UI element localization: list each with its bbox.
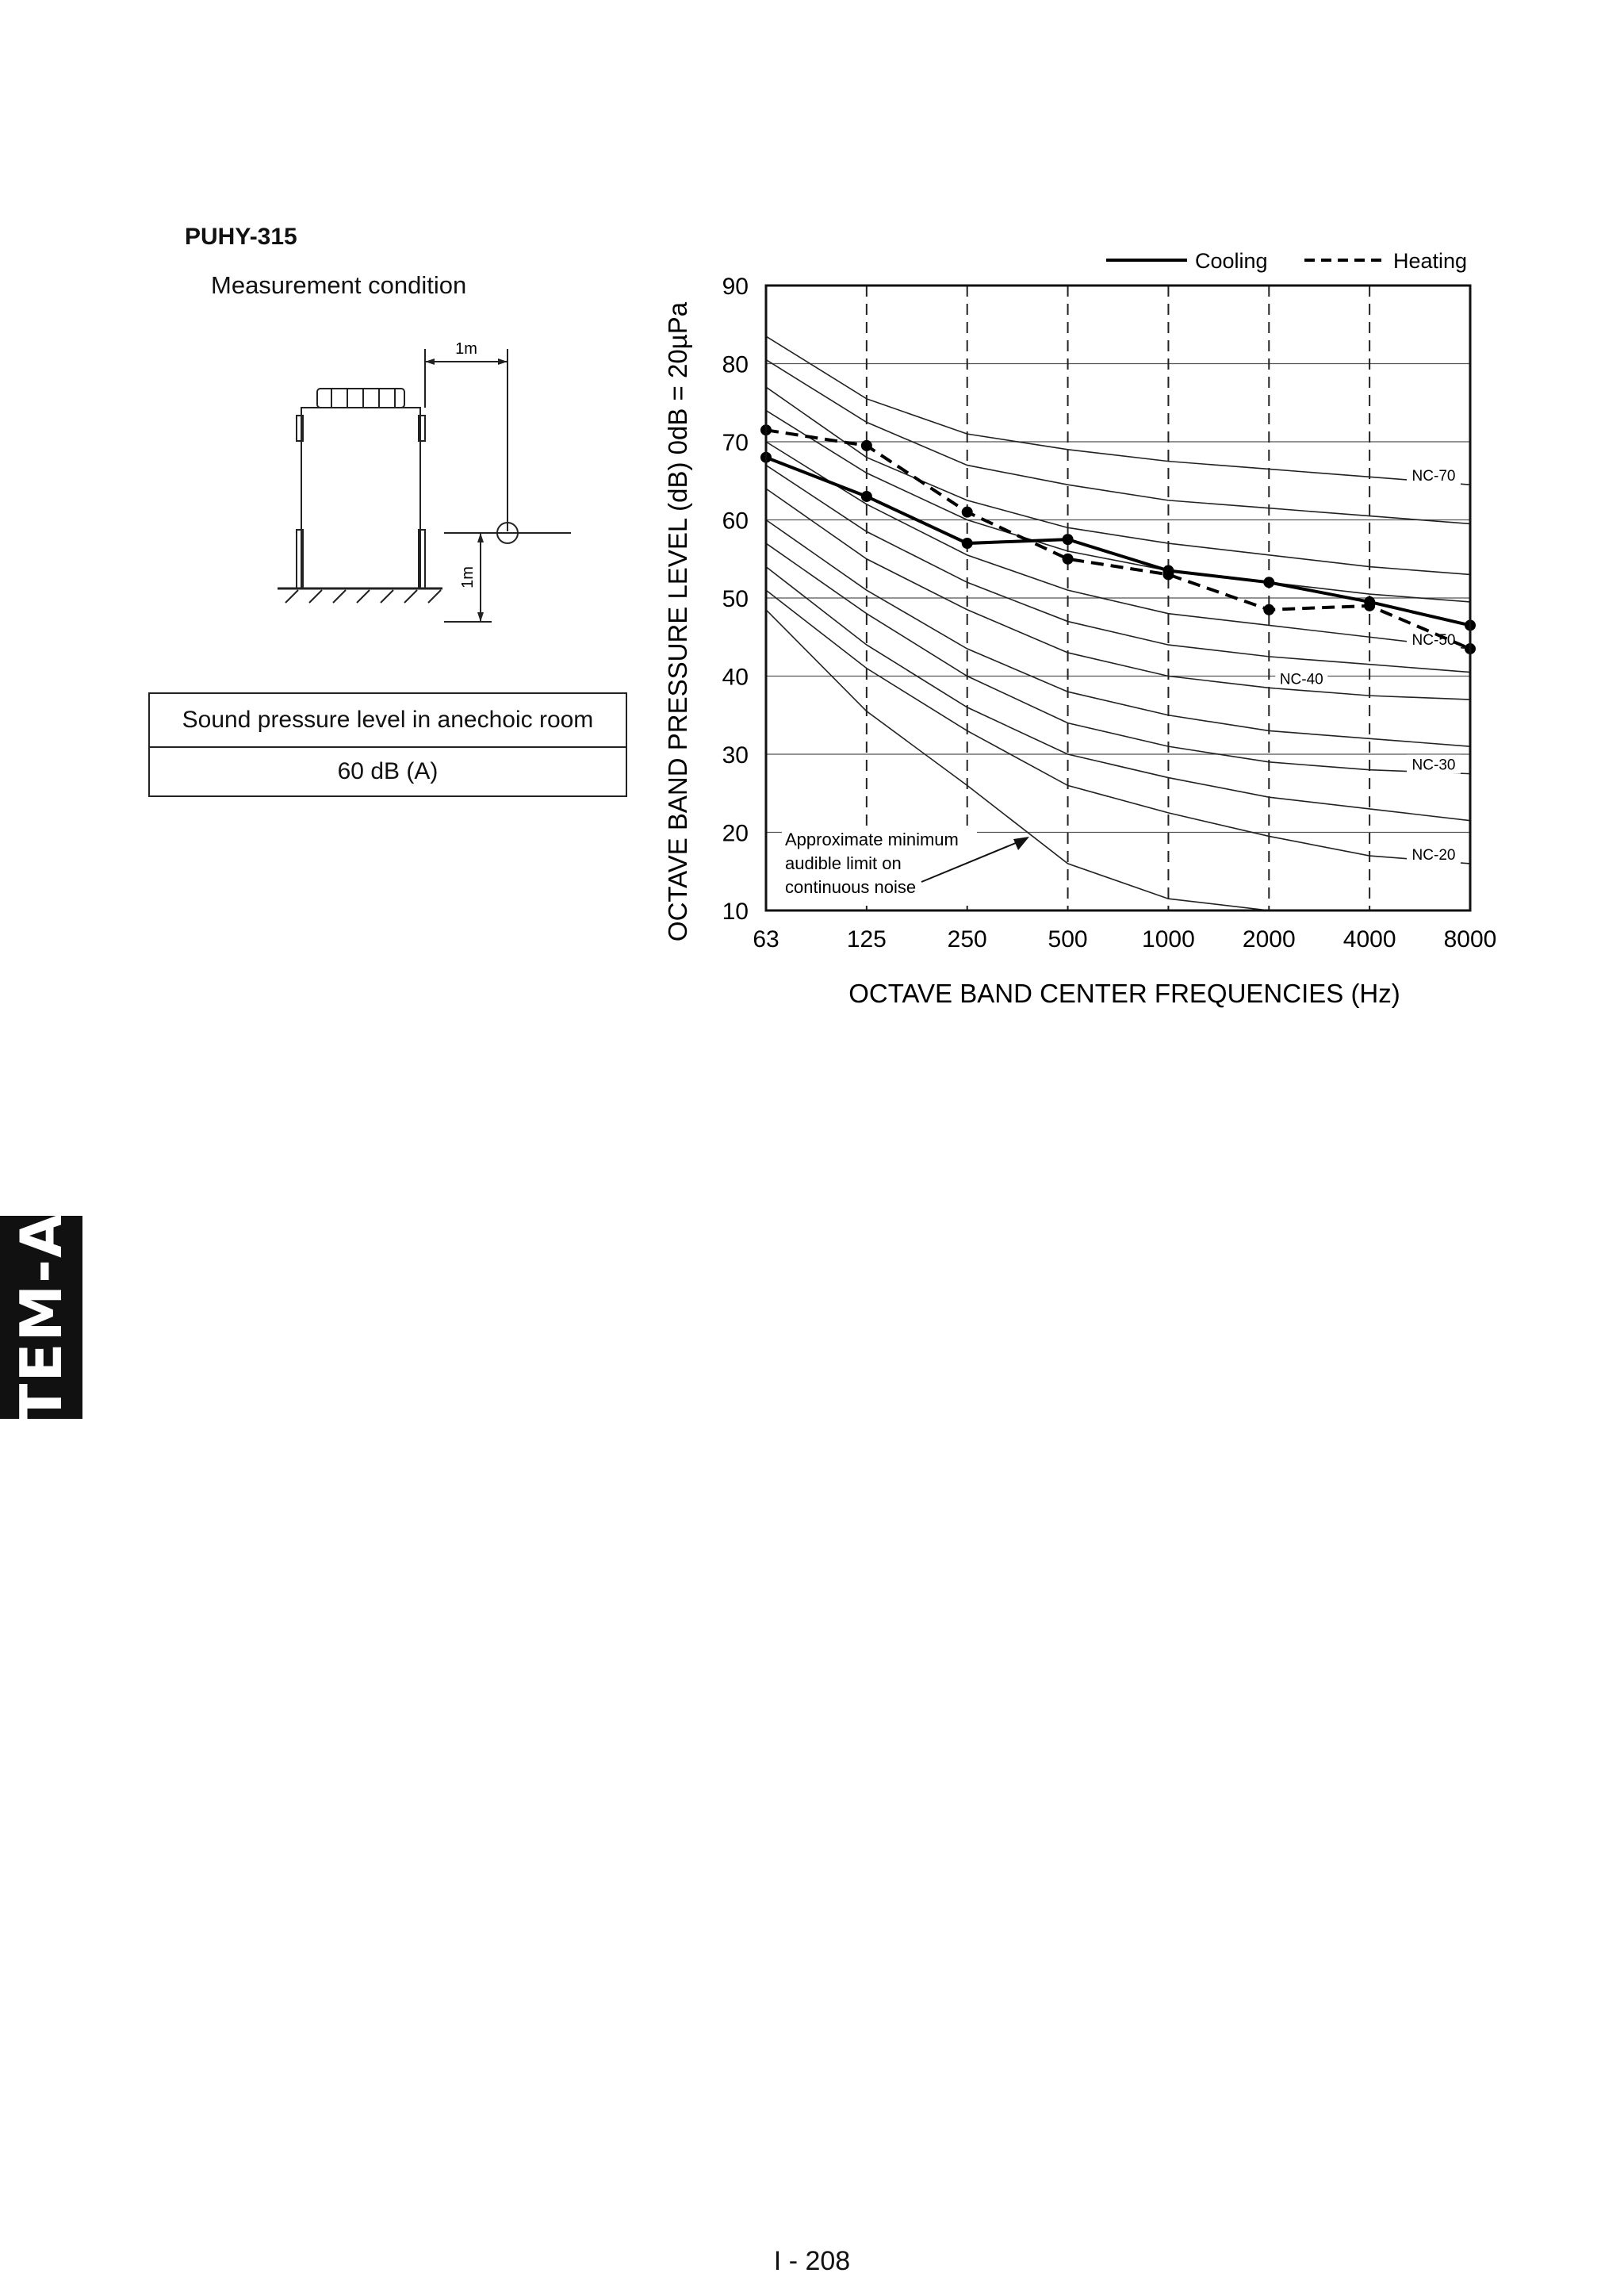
series-point-heating [1063,554,1074,565]
y-axis-title: OCTAVE BAND PRESSURE LEVEL (dB) 0dB = 20µPa [663,301,692,942]
nc-curve [766,387,1470,574]
side-tab [0,1212,82,1423]
nc-curve [766,442,1470,649]
nc-label: NC-50 [1411,632,1456,650]
series-point-cooling [861,491,872,502]
sound-pressure-value: 60 dB (A) [337,758,439,784]
nc-label: NC-70 [1411,468,1456,485]
legend-label: Cooling [1195,249,1268,273]
x-tick-label: 1000 [1142,926,1195,953]
x-tick-label: 250 [947,926,987,953]
nc-label: NC-30 [1411,757,1456,774]
sound-pressure-label: Sound pressure level in anechoic room [150,694,626,748]
annotation-text: Approximate minimum audible limit on continuous noise [785,830,959,897]
series-point-heating [1364,600,1375,611]
nc-label: NC-40 [1279,671,1323,688]
y-tick-label: 40 [722,664,749,691]
nc-curve [766,336,1470,485]
series-point-heating [1263,604,1274,615]
series-point-heating [1162,569,1174,580]
y-tick-label: 10 [722,899,749,925]
chart-grid [766,286,1470,910]
series-point-heating [962,507,973,518]
nc-curve [766,543,1470,774]
series-point-cooling [1263,577,1274,588]
x-axis-title: OCTAVE BAND CENTER FREQUENCIES (Hz) [848,979,1400,1008]
y-tick-label: 30 [722,742,749,769]
x-tick-label: 500 [1048,926,1088,953]
x-tick-label: 2000 [1242,926,1296,953]
series-point-cooling [962,538,973,549]
y-tick-label: 90 [722,274,749,300]
y-tick-label: 50 [722,586,749,612]
nc-label: NC-20 [1411,846,1456,864]
horizontal-distance-label: 1m [455,340,477,358]
x-tick-label: 8000 [1443,926,1497,953]
side-tab-label: TEM-A [8,1212,75,1423]
nc-curves [766,336,1470,910]
x-tick-label: 4000 [1342,926,1396,953]
y-tick-label: 80 [722,351,749,378]
page-number: I - 208 [773,2246,851,2276]
measurement-condition-title: Measurement condition [211,271,467,299]
chart-series [760,424,1476,654]
annotation-arrowhead [1013,837,1029,850]
x-tick-label: 63 [753,926,779,953]
model-title: PUHY-315 [185,224,297,250]
nc-chart [0,0,1624,1031]
x-tick-label: 125 [846,926,887,953]
series-point-heating [861,440,872,451]
series-point-cooling [1063,534,1074,545]
series-line-heating [766,430,1470,649]
y-tick-label: 20 [722,820,749,847]
y-tick-label: 60 [722,508,749,535]
legend-label: Heating [1393,249,1468,273]
height-label: 1m [459,566,477,588]
y-tick-label: 70 [722,430,749,456]
chart-labels [663,249,1496,1008]
nc-curve [766,590,1470,864]
